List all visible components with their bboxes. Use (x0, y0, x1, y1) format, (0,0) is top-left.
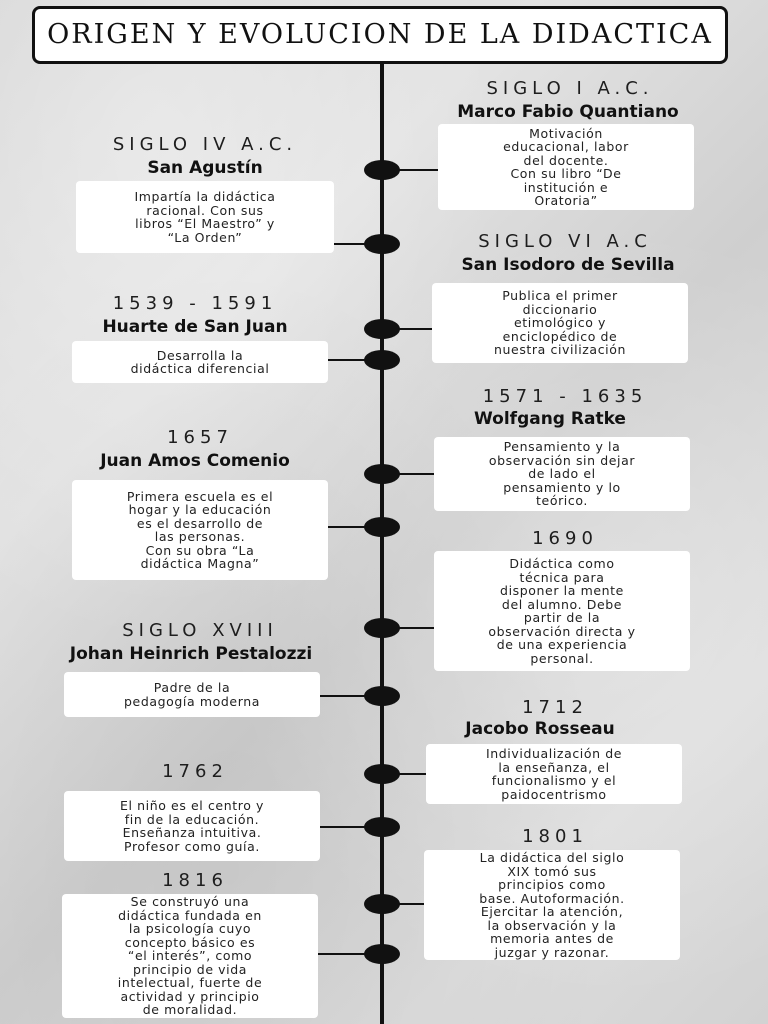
timeline-node-e10 (364, 817, 400, 837)
period-label: SIGLO IV A.C. (112, 134, 298, 155)
timeline-node-e11 (364, 894, 400, 914)
timeline-node-e2 (364, 234, 400, 254)
connector-e4 (328, 359, 366, 361)
event-card: La didáctica del siglo XIX tomó sus principios como base. Autoformación. Ejercitar la atención, la observación y la memoria antes de juzgar y razonar. (424, 850, 680, 960)
connector-e5 (398, 473, 434, 475)
event-card: Publica el primer diccionario etimológico y enciclopédico de nuestra civilización (432, 283, 688, 363)
connector-e7 (398, 627, 434, 629)
person-name: San Isodoro de Sevilla (461, 255, 675, 275)
timeline-axis (380, 64, 384, 1024)
connector-e11 (398, 903, 424, 905)
timeline-node-e5 (364, 464, 400, 484)
person-name: Jacobo Rosseau (465, 719, 615, 739)
timeline-node-e7 (364, 618, 400, 638)
event-card: Pensamiento y la observación sin dejar de lado el pensamiento y lo teórico. (434, 437, 690, 511)
title-banner (32, 6, 728, 64)
person-name: Huarte de San Juan (102, 317, 288, 337)
timeline-node-e4 (364, 350, 400, 370)
event-card: Se construyó una didáctica fundada en la psicología cuyo concepto básico es “el interés”, como principio de vida intelectual, fuerte de actividad y principio de moralidad. (62, 894, 318, 1018)
period-label: 1801 (522, 826, 588, 847)
timeline-node-e3 (364, 319, 400, 339)
page-title: ORIGEN Y EVOLUCION DE LA DIDACTICA (47, 19, 713, 50)
person-name: Marco Fabio Quantiano (457, 102, 679, 122)
timeline-node-e8 (364, 686, 400, 706)
period-label: 1816 (162, 870, 228, 891)
event-card: Impartía la didáctica racional. Con sus libros “El Maestro” y “La Orden” (76, 181, 334, 253)
event-card: Padre de la pedagogía moderna (64, 672, 320, 717)
period-label: 1690 (532, 528, 598, 549)
person-name: Johan Heinrich Pestalozzi (69, 644, 313, 664)
period-label: 1762 (162, 761, 228, 782)
person-name: San Agustín (147, 158, 263, 178)
timeline-node-e9 (364, 764, 400, 784)
timeline-node-e6 (364, 517, 400, 537)
connector-e1 (398, 169, 438, 171)
connector-e9 (398, 773, 426, 775)
period-label: 1539 - 1591 (112, 293, 278, 314)
event-card: Primera escuela es el hogar y la educación es el desarrollo de las personas. Con su obra “La didáctica Magna” (72, 480, 328, 580)
connector-e3 (398, 328, 432, 330)
event-card: Desarrolla la didáctica diferencial (72, 341, 328, 383)
period-label: SIGLO XVIII (122, 620, 278, 641)
period-label: 1712 (522, 697, 588, 718)
person-name: Juan Amos Comenio (100, 451, 290, 471)
timeline-node-e1 (364, 160, 400, 180)
period-label: SIGLO I A.C. (486, 78, 654, 99)
event-card: Individualización de la enseñanza, el funcionalismo y el paidocentrismo (426, 744, 682, 804)
event-card: Didáctica como técnica para disponer la mente del alumno. Debe partir de la observación directa y de una experiencia personal. (434, 551, 690, 671)
event-card: Motivación educacional, labor del docente. Con su libro “De institución e Oratoria” (438, 124, 694, 210)
connector-e8 (320, 695, 366, 697)
event-card: El niño es el centro y fin de la educación. Enseñanza intuitiva. Profesor como guía. (64, 791, 320, 861)
timeline-node-e12 (364, 944, 400, 964)
connector-e12 (318, 953, 366, 955)
period-label: 1571 - 1635 (482, 386, 648, 407)
connector-e10 (320, 826, 366, 828)
period-label: 1657 (167, 427, 233, 448)
connector-e6 (328, 526, 366, 528)
person-name: Wolfgang Ratke (474, 409, 626, 429)
period-label: SIGLO VI A.C (478, 231, 652, 252)
